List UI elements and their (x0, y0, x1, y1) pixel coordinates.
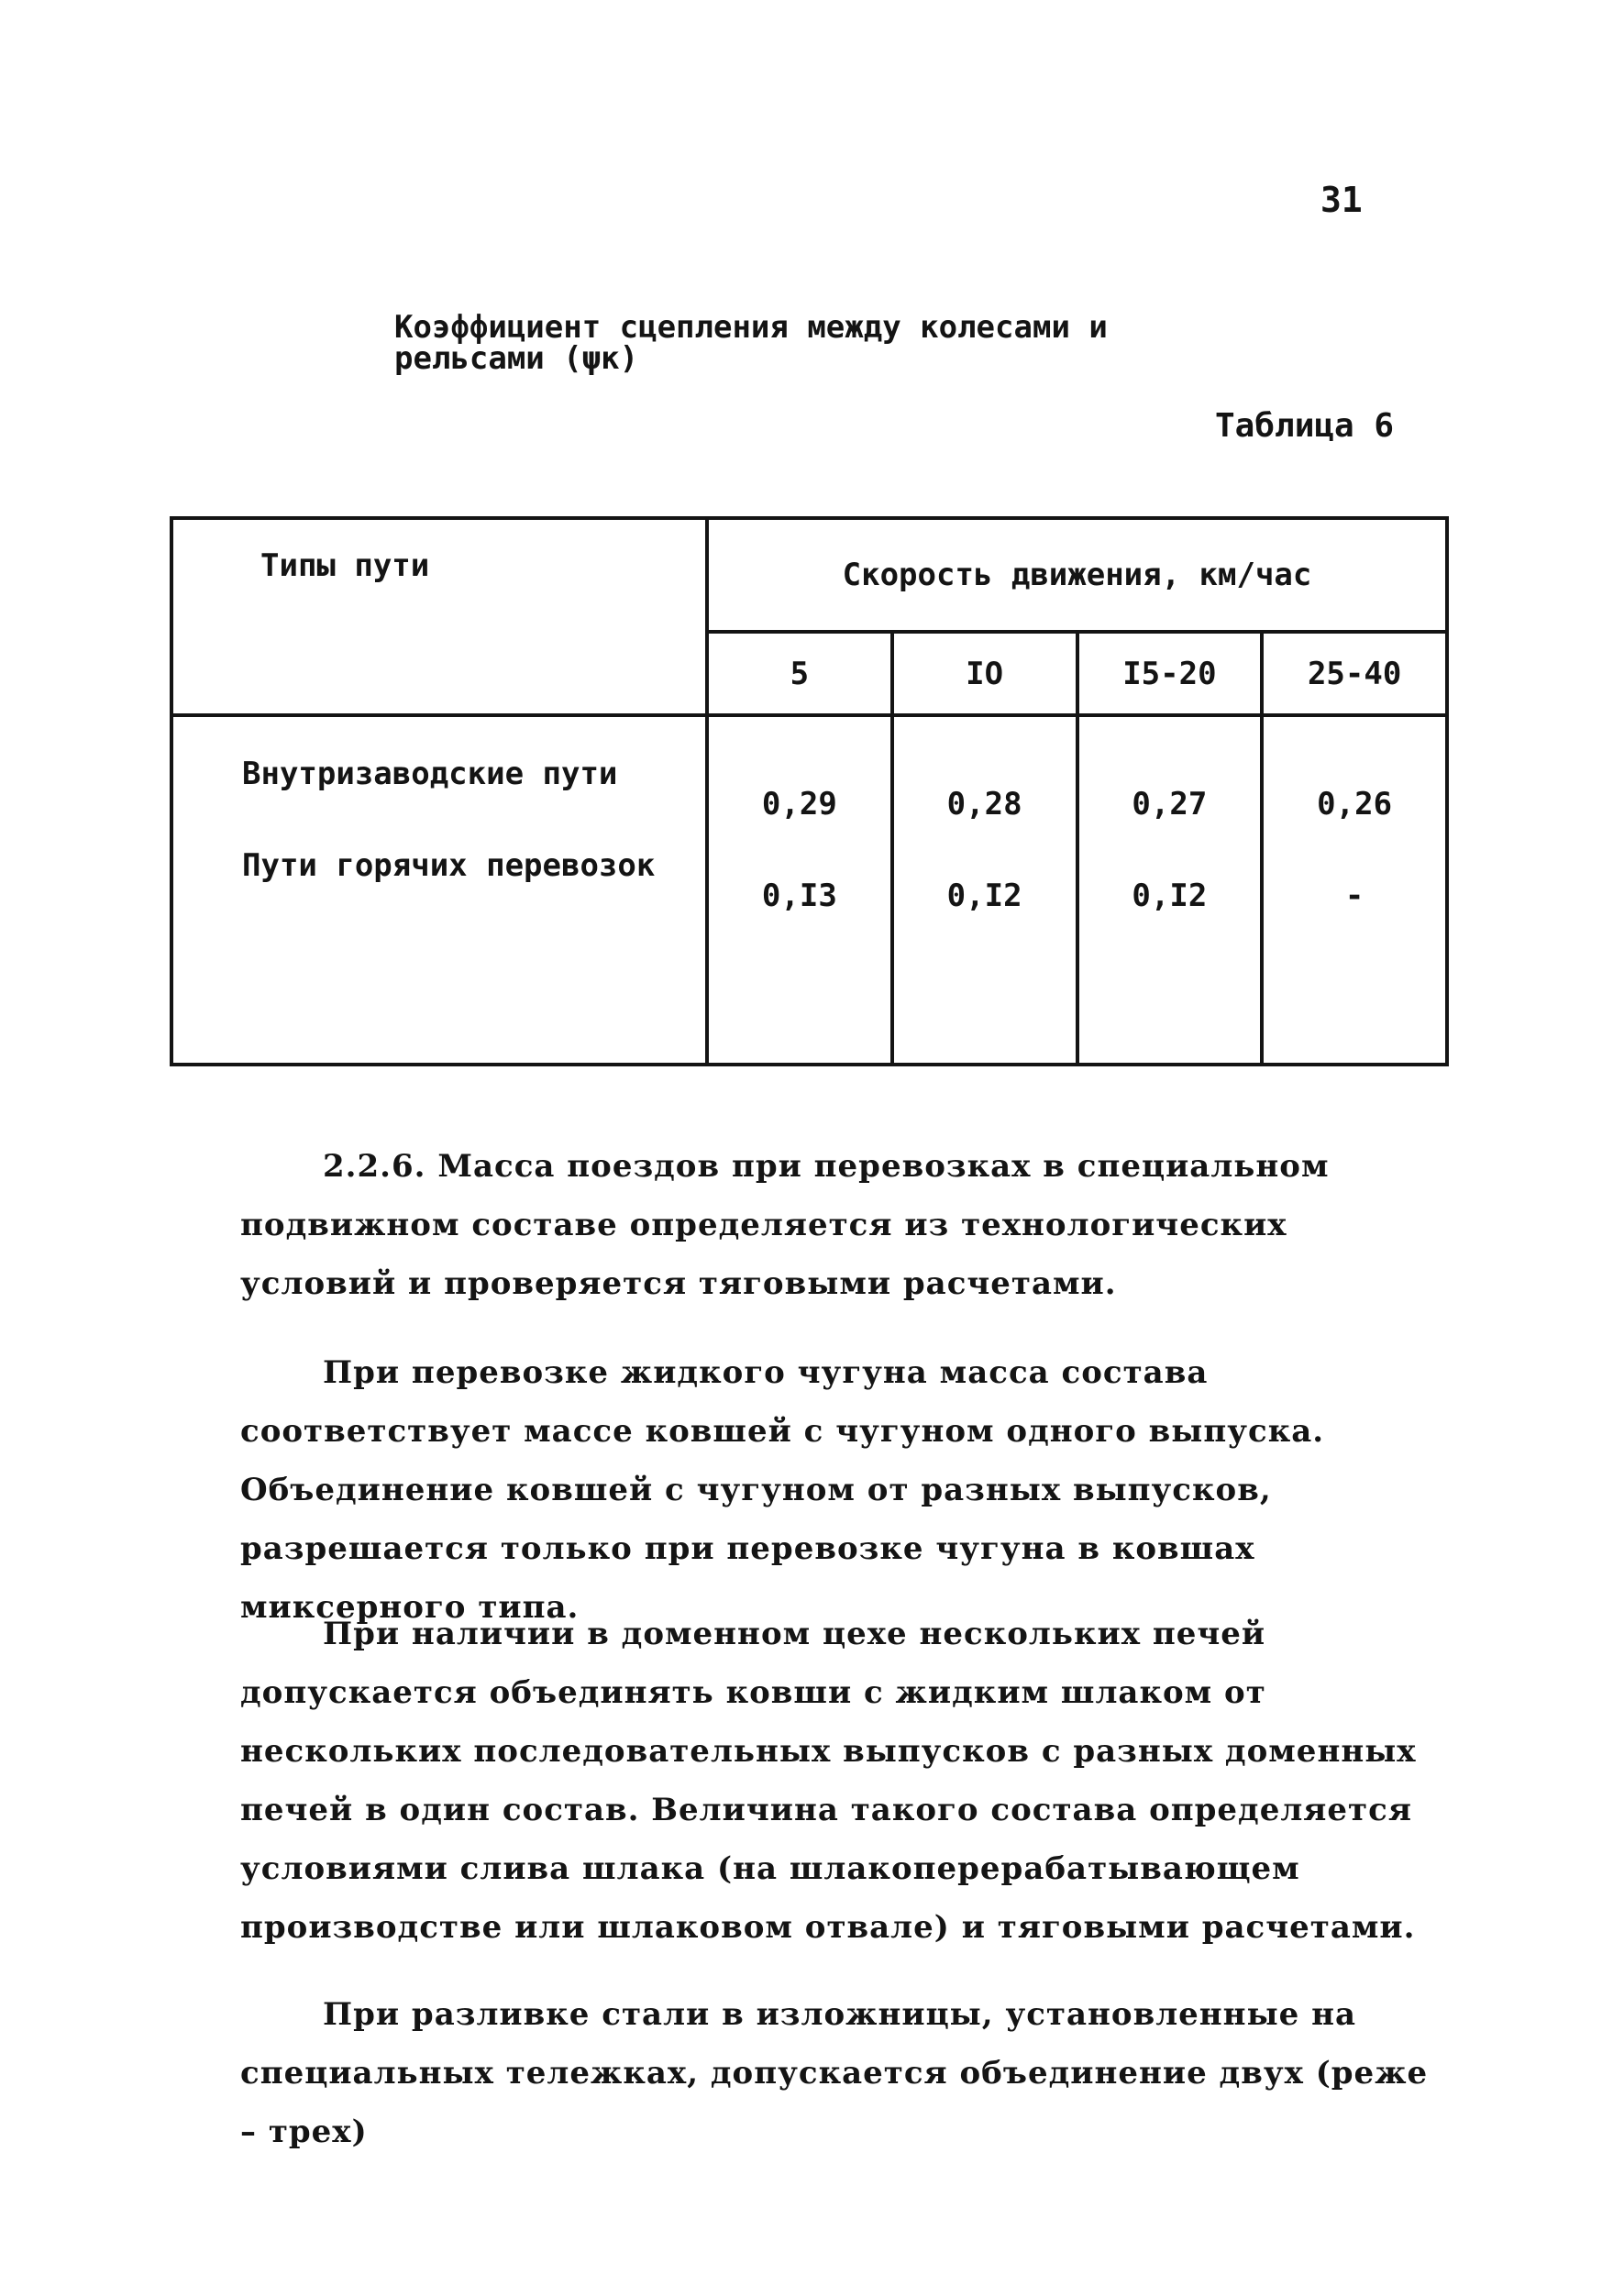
row-type-2: Пути горячих перевозок (242, 847, 656, 884)
paragraph-liquid-iron (240, 1343, 1432, 1637)
row-types-cell (171, 715, 707, 1065)
speed-25-40-values (1262, 715, 1447, 1065)
speed-10-header: IO (892, 632, 1077, 715)
types-column-header: Типы пути (171, 518, 707, 715)
table-cell: 0,29 (761, 786, 837, 822)
paragraph-text: При перевозке жидкого чугуна масса состава соответствует массе ковшей с чугуном одного выпуска. Объединение ковшей с чугуном от разных выпусков, разрешается только при перевозке чугуна в ковшах миксерного типа. (240, 1354, 1325, 1626)
table-cell: 0,27 (1132, 786, 1208, 822)
row-type-1: Внутризаводские пути (242, 756, 618, 792)
table-cell: - (1344, 878, 1364, 914)
paragraph-steel-casting (240, 1985, 1432, 2161)
paragraph-slag (240, 1605, 1432, 1957)
table-cell: 0,I3 (761, 878, 837, 914)
adhesion-coefficient-table (170, 516, 1449, 1066)
paragraph-text: 2.2.6. Масса поездов при перевозках в специальном подвижном составе определяется из технологических условий и проверяется тяговыми расчетами. (240, 1148, 1330, 1302)
table-title (394, 309, 1108, 377)
speed-15-20-values (1077, 715, 1263, 1065)
table-cell: 0,I2 (1132, 878, 1208, 914)
speed-15-20-header: I5-20 (1077, 632, 1263, 715)
paragraph-text: При разливке стали в изложницы, установленные на специальных тележках, допускается объединение двух (реже – трех) (240, 1996, 1429, 2150)
speed-25-40-header: 25-40 (1262, 632, 1447, 715)
table-cell: 0,I2 (946, 878, 1022, 914)
paragraph-text: При наличии в доменном цехе нескольких печей допускается объединять ковши с жидким шлаком от нескольких последовательных выпусков с разных доменных печей в один состав. Величина такого состава определяется условиями слива шлака (на шлакоперерабатывающем производстве или шлаковом отвале) и тяговыми расчетами. (240, 1616, 1417, 1946)
page-number: 31 (1320, 180, 1363, 220)
speed-5-header: 5 (707, 632, 892, 715)
speed-10-values (892, 715, 1077, 1065)
speed-5-values (707, 715, 892, 1065)
table-cell: 0,28 (946, 786, 1022, 822)
table-title-line-2: рельсами (ψк) (394, 340, 639, 377)
table-title-line-1: Коэффициент сцепления между колесами и (394, 309, 1108, 346)
table-cell: 0,26 (1317, 786, 1393, 822)
table-label: Таблица 6 (1215, 407, 1395, 445)
paragraph-2-2-6 (240, 1137, 1432, 1313)
speed-header: Скорость движения, км/час (707, 518, 1447, 632)
